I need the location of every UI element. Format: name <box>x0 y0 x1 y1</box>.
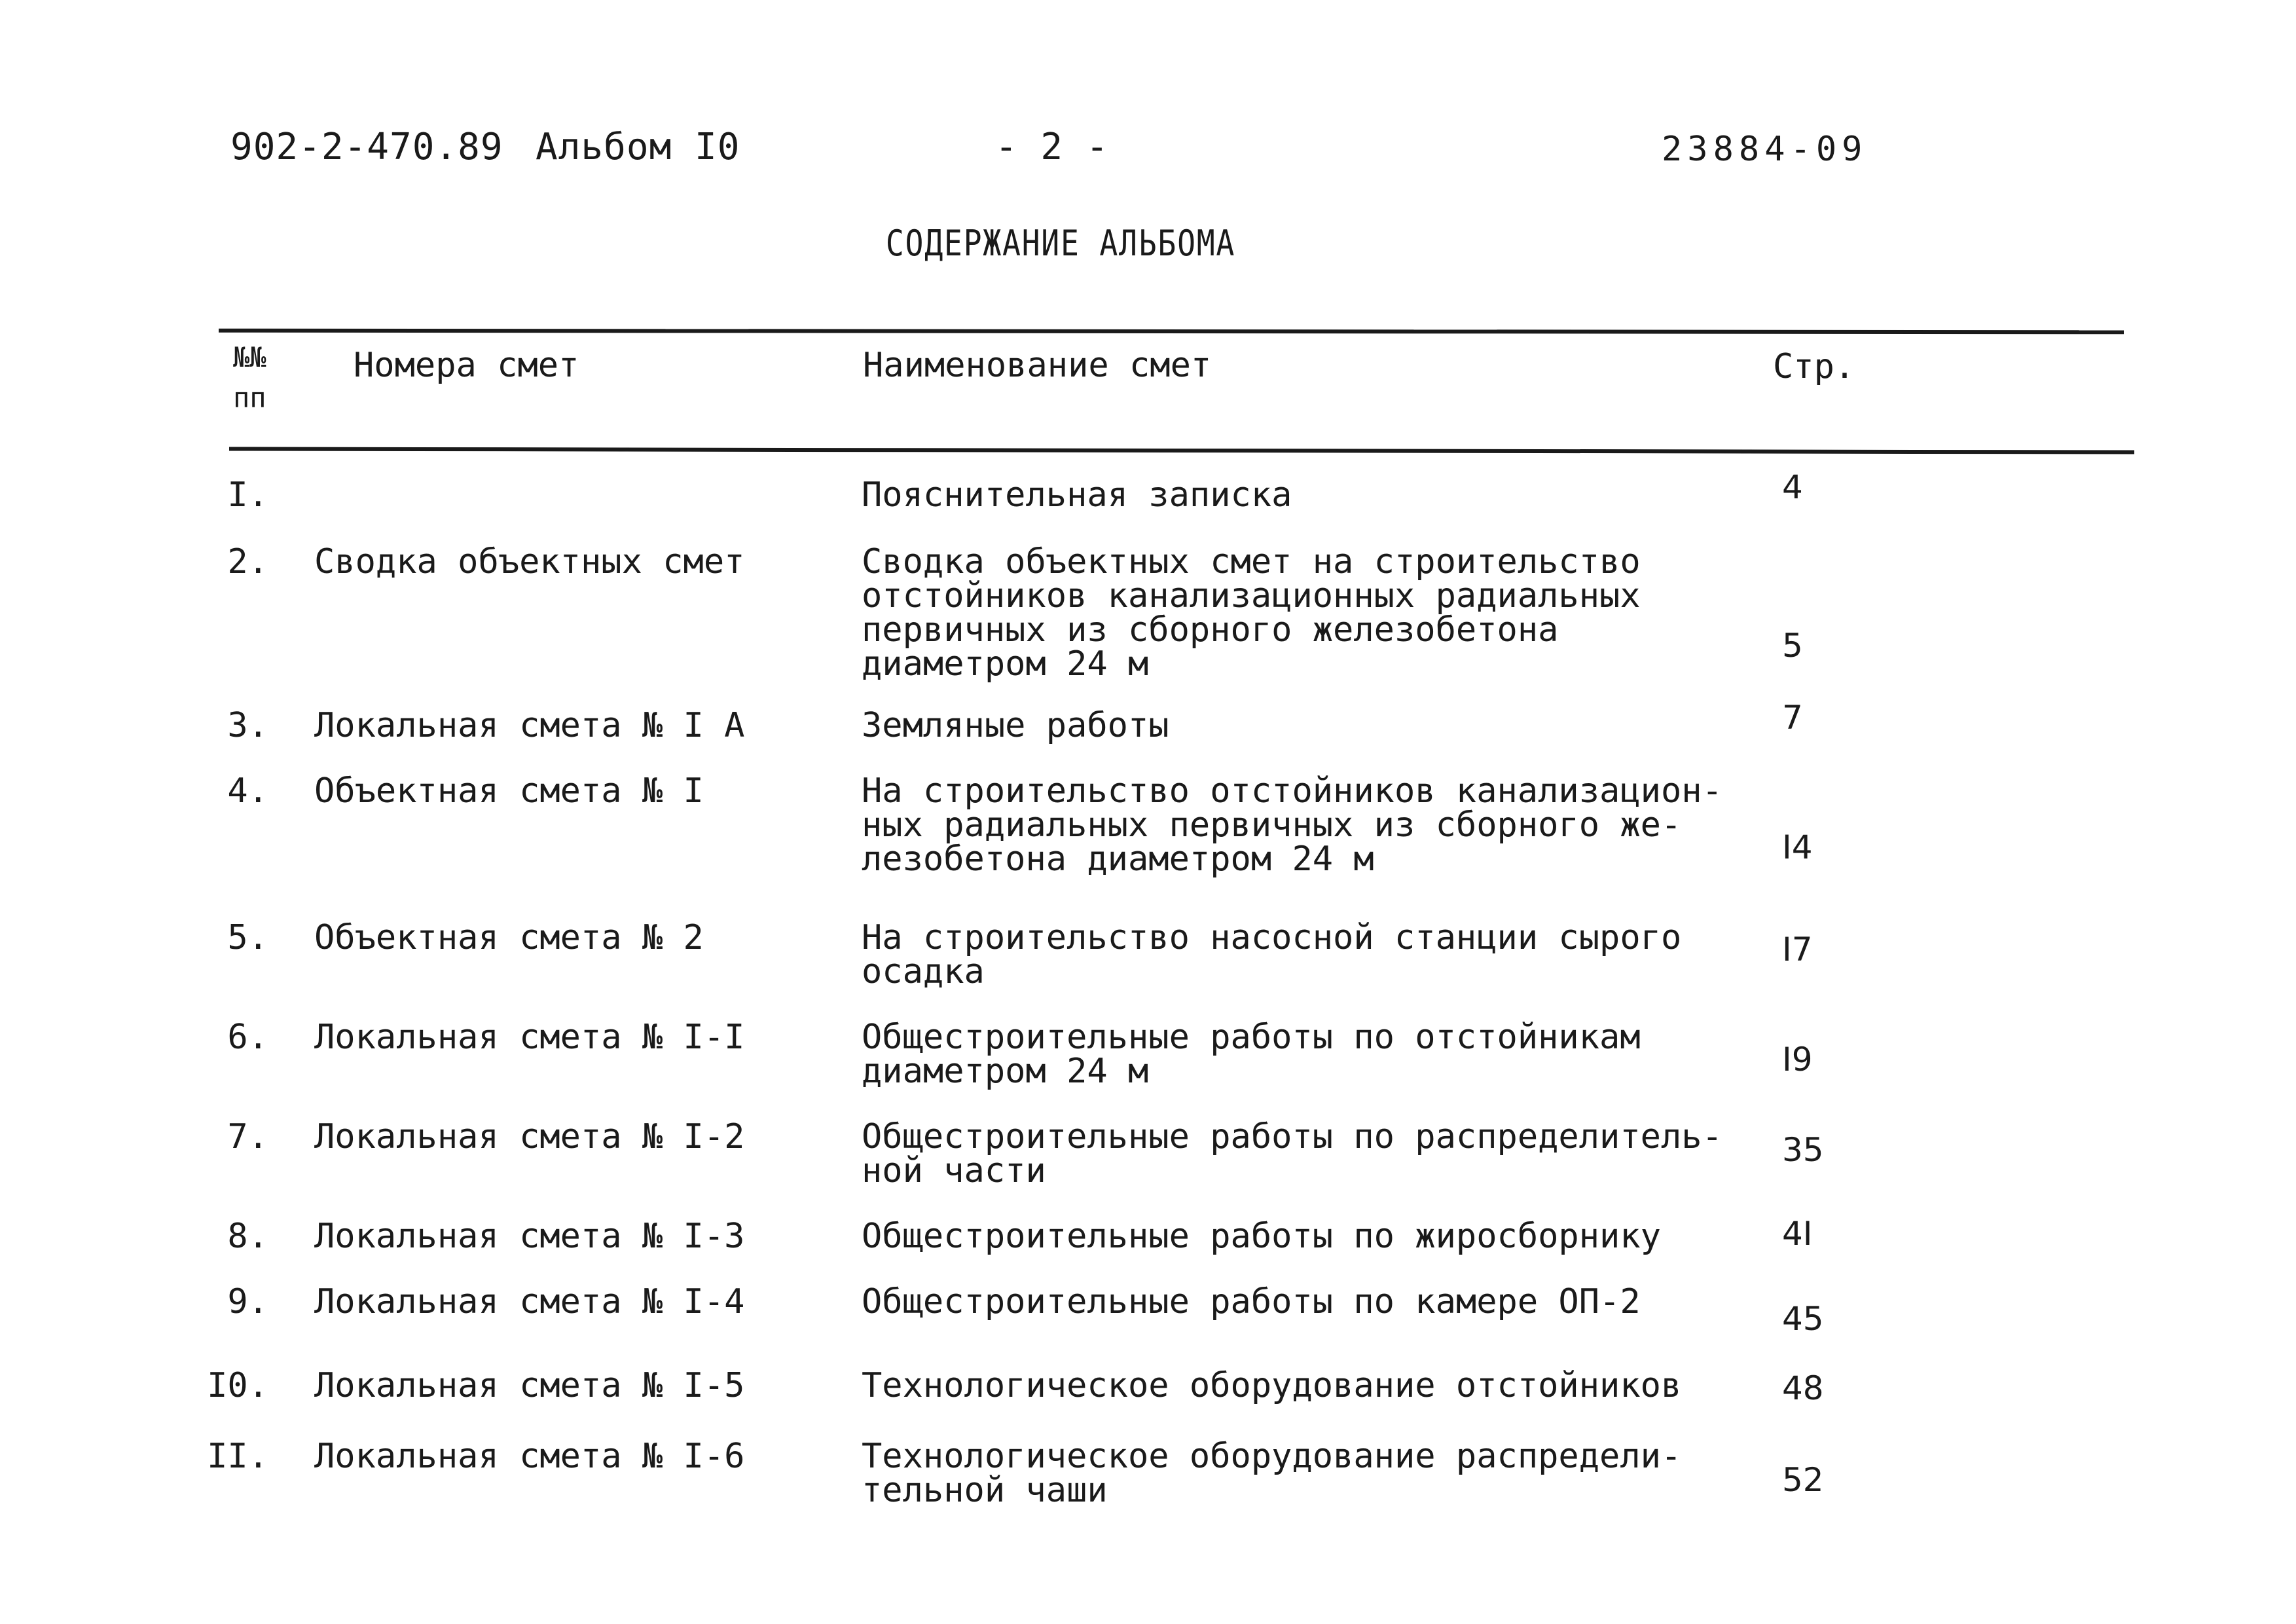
page-reference: 5 <box>1782 627 1803 665</box>
row-number: 2. <box>227 542 268 581</box>
document-code: 902-2-470.89 <box>230 126 503 168</box>
column-header-page: Стр. <box>1773 347 1855 386</box>
estimate-code: Объектная смета № 2 <box>314 918 704 957</box>
estimate-code: Локальная смета № I-2 <box>314 1117 745 1156</box>
column-header-estimate-name: Наименование смет <box>863 346 1212 385</box>
page-reference: 4 <box>1782 468 1803 506</box>
row-number: I0. <box>207 1366 268 1405</box>
estimate-code: Локальная смета № I-I <box>314 1018 745 1057</box>
estimate-code: Локальная смета № I А <box>314 706 745 745</box>
page-reference: I9 <box>1782 1041 1813 1079</box>
estimate-name: Земляные работы <box>862 706 1169 745</box>
estimate-code: Объектная смета № I <box>314 771 704 811</box>
estimate-code: Локальная смета № I-6 <box>314 1437 745 1476</box>
row-number: 8. <box>227 1217 268 1256</box>
estimate-name: Технологическое оборудование отстойников <box>862 1366 1682 1405</box>
row-number: I. <box>227 475 268 515</box>
row-number: 4. <box>227 771 268 811</box>
page-reference: 52 <box>1782 1461 1824 1499</box>
row-number: 9. <box>227 1282 268 1321</box>
page-number: - 2 - <box>995 126 1109 168</box>
column-header-estimate-code: Номера смет <box>354 346 579 385</box>
page-reference: 7 <box>1782 699 1803 737</box>
estimate-name: На строительство насосной станции сырого осадка <box>862 918 1682 991</box>
column-header-number: №№ пп <box>233 341 266 414</box>
album-number: Альбом I0 <box>536 126 740 168</box>
page-title: СОДЕРЖАНИЕ АЛЬБОМА <box>885 223 1236 264</box>
estimate-code: Локальная смета № I-5 <box>314 1366 745 1405</box>
estimate-name: Технологическое оборудование распредели- тельной чаши <box>862 1437 1682 1510</box>
estimate-code: Локальная смета № I-4 <box>314 1282 745 1321</box>
estimate-name: Общестроительные работы по распределитель- ной части <box>862 1117 1722 1190</box>
row-number: II. <box>207 1437 268 1476</box>
page-reference: I7 <box>1782 931 1813 969</box>
estimate-name: Общестроительные работы по отстойникам диаметром 24 м <box>862 1018 1641 1091</box>
row-number: 5. <box>227 918 268 957</box>
page-reference: 45 <box>1782 1300 1824 1338</box>
estimate-name: Общестроительные работы по жиросборнику <box>862 1217 1661 1256</box>
estimate-name: Общестроительные работы по камере ОП-2 <box>862 1282 1641 1321</box>
table-top-rule <box>219 329 2124 335</box>
table-header-rule <box>229 447 2134 454</box>
row-number: 6. <box>227 1018 268 1057</box>
estimate-name: Пояснительная записка <box>862 475 1292 515</box>
row-number: 3. <box>227 706 268 745</box>
estimate-code: Сводка объектных смет <box>314 542 745 581</box>
estimate-code: Локальная смета № I-3 <box>314 1217 745 1256</box>
row-number: 7. <box>227 1117 268 1156</box>
page-reference: 48 <box>1782 1369 1824 1407</box>
estimate-name: Сводка объектных смет на строительство отстойников канализационных радиальных первичных из сборного железобетона диаметром 24 м <box>862 542 1641 684</box>
page-reference: 35 <box>1782 1131 1824 1169</box>
page-reference: 4I <box>1782 1215 1813 1253</box>
page-reference: I4 <box>1782 828 1813 866</box>
estimate-name: На строительство отстойников канализацион- ных радиальных первичных из сборного же- лезобетона диаметром 24 м <box>862 771 1722 879</box>
inventory-number: 23884-09 <box>1662 130 1868 169</box>
